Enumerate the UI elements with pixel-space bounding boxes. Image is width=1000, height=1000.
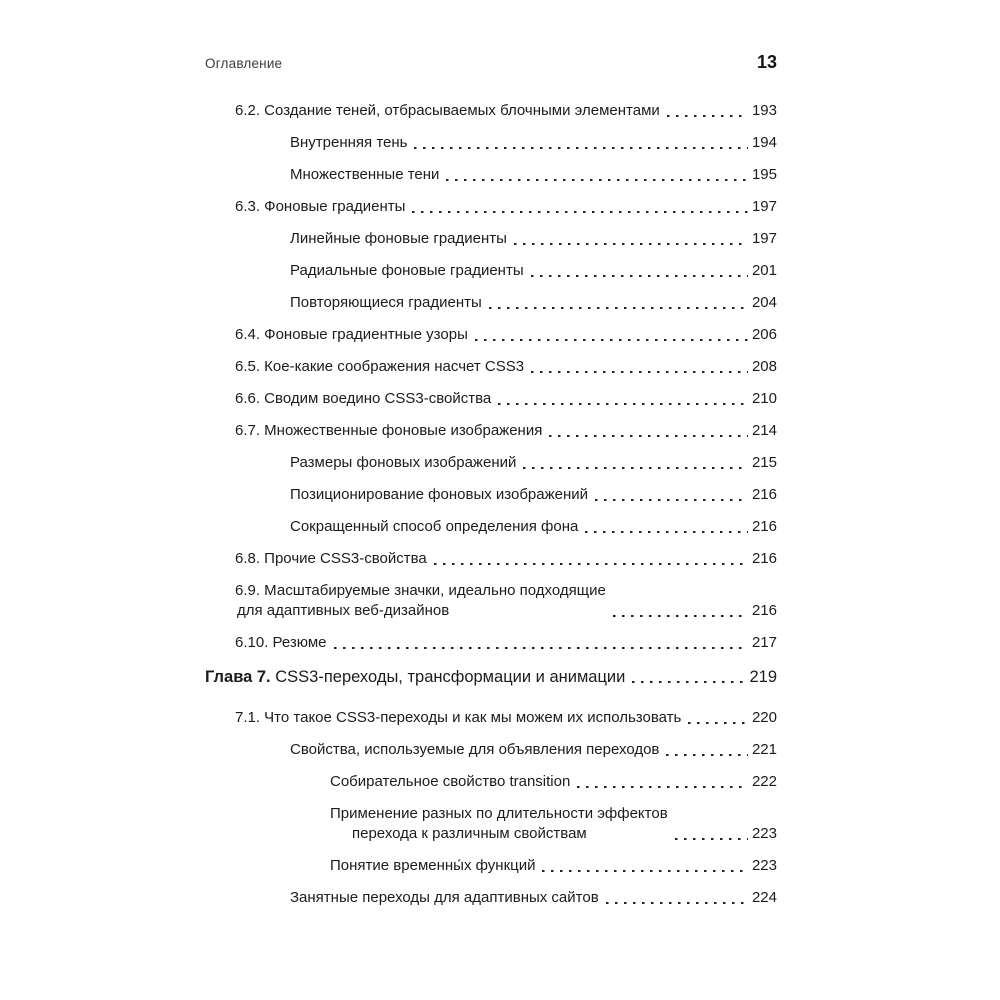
- toc-entry-title: [235, 421, 542, 441]
- dot-leader: [688, 722, 748, 724]
- toc-entry: [205, 133, 777, 153]
- toc-entry-page: 210: [751, 390, 777, 407]
- toc-entry-text: Размеры фоновых изображений: [290, 454, 517, 471]
- toc-entry-title: [235, 633, 327, 653]
- toc-entry: [205, 229, 777, 249]
- toc-entry-title: [205, 667, 625, 687]
- toc-entry-page: 197: [751, 198, 777, 215]
- toc-entry: [205, 453, 777, 473]
- toc-entry: [205, 293, 777, 313]
- toc-entry: [205, 633, 777, 653]
- running-title: Оглавление: [205, 56, 283, 71]
- toc-entry-title: [290, 293, 482, 313]
- toc-list: [205, 101, 777, 908]
- document-page: [205, 52, 777, 920]
- toc-entry-text: Внутренняя тень: [290, 134, 408, 151]
- dot-leader: [414, 147, 748, 149]
- toc-entry-page: 222: [751, 773, 777, 790]
- toc-entry-text: Повторяющиеся градиенты: [290, 294, 482, 311]
- dot-leader: [434, 563, 748, 565]
- toc-entry-page: 216: [751, 486, 777, 503]
- toc-entry: [205, 197, 777, 217]
- dot-leader: [334, 647, 748, 649]
- toc-entry-text: 6.5. Кое-какие соображения насчет CSS3: [235, 358, 525, 375]
- toc-entry-text: 6.4. Фоновые градиентные узоры: [235, 326, 468, 343]
- toc-entry-page: 219: [749, 668, 777, 686]
- toc-entry: [205, 517, 777, 537]
- dot-leader: [542, 870, 747, 872]
- toc-entry: [205, 888, 777, 908]
- toc-entry-page: 201: [751, 262, 777, 279]
- toc-entry-title: [235, 325, 468, 345]
- toc-entry: [205, 740, 777, 760]
- toc-entry-text: Радиальные фоновые градиенты: [290, 262, 524, 279]
- toc-entry-text: Свойства, используемые для объявления переходов: [290, 741, 660, 758]
- toc-entry-text: 6.10. Резюме: [235, 634, 327, 651]
- toc-entry-text: 6.6. Сводим воедино CSS3-свойства: [235, 390, 492, 407]
- dot-leader: [549, 435, 748, 437]
- toc-entry-text: перехода к различным свойствам: [352, 825, 587, 842]
- toc-entry-text: 6.8. Прочие CSS3-свойства: [235, 550, 427, 567]
- toc-entry-title: [290, 740, 659, 760]
- dot-leader: [595, 499, 748, 501]
- toc-entry-page: 223: [751, 825, 777, 842]
- toc-entry: [205, 708, 777, 728]
- toc-entry-text: 6.2. Создание теней, отбрасываемых блочными элементами: [235, 102, 660, 119]
- toc-entry-page: 221: [751, 741, 777, 758]
- toc-entry: [205, 421, 777, 441]
- toc-entry-text: Сокращенный способ определения фона: [290, 518, 579, 535]
- toc-entry-page: 217: [751, 634, 777, 651]
- toc-entry-text: Применение разных по длительности эффектов: [330, 805, 668, 822]
- toc-entry-text: для адаптивных веб-дизайнов: [237, 602, 450, 619]
- toc-entry: [205, 856, 777, 876]
- toc-entry-text: Множественные тени: [290, 166, 440, 183]
- toc-entry-title: [290, 229, 507, 249]
- toc-entry: [205, 101, 777, 121]
- toc-entry: [205, 581, 777, 621]
- toc-entry-title: [235, 708, 681, 728]
- toc-chapter-entry: [205, 667, 777, 687]
- dot-leader: [666, 754, 748, 756]
- toc-entry-text: 6.9. Масштабируемые значки, идеально подходящие: [235, 582, 606, 599]
- dot-leader: [585, 531, 748, 533]
- dot-leader: [498, 403, 748, 405]
- dot-leader: [523, 467, 748, 469]
- toc-entry: [205, 357, 777, 377]
- toc-entry-title: [235, 581, 606, 621]
- dot-leader: [675, 838, 748, 840]
- toc-entry-title: [235, 101, 660, 121]
- dot-leader: [667, 115, 748, 117]
- toc-entry-page: 204: [751, 294, 777, 311]
- toc-entry-title: [235, 389, 491, 409]
- dot-leader: [632, 681, 745, 683]
- toc-entry-text: Понятие временны́х функций: [330, 857, 536, 874]
- toc-entry-page: 216: [751, 550, 777, 567]
- toc-entry-page: 215: [751, 454, 777, 471]
- toc-entry-text: Позиционирование фоновых изображений: [290, 486, 589, 503]
- toc-entry-text: CSS3-переходы, трансформации и анимации: [275, 668, 626, 686]
- toc-entry-page: 197: [751, 230, 777, 247]
- toc-entry-title: [330, 772, 570, 792]
- toc-entry-page: 224: [751, 889, 777, 906]
- toc-entry-title: [290, 485, 588, 505]
- dot-leader: [514, 243, 748, 245]
- toc-entry-page: 220: [751, 709, 777, 726]
- toc-entry-title: [290, 888, 599, 908]
- toc-entry-title: [290, 165, 439, 185]
- page-number: 13: [756, 52, 777, 72]
- toc-entry-text: 6.3. Фоновые градиенты: [235, 198, 406, 215]
- toc-entry-title: [290, 517, 578, 537]
- toc-entry: [205, 772, 777, 792]
- toc-entry-page: 216: [751, 518, 777, 535]
- dot-leader: [412, 211, 748, 213]
- toc-entry: [205, 325, 777, 345]
- toc-entry-title: [290, 453, 516, 473]
- toc-entry-page: 223: [751, 857, 777, 874]
- toc-entry-title: [290, 261, 524, 281]
- toc-entry-text: Линейные фоновые градиенты: [290, 230, 507, 247]
- toc-entry-page: 216: [751, 602, 777, 619]
- toc-entry-page: 206: [751, 326, 777, 343]
- toc-entry-text: Собирательное свойство transition: [330, 773, 571, 790]
- toc-entry-text: Занятные переходы для адаптивных сайтов: [290, 889, 599, 906]
- toc-entry: [205, 549, 777, 569]
- dot-leader: [446, 179, 748, 181]
- toc-entry: [205, 261, 777, 281]
- dot-leader: [606, 902, 748, 904]
- toc-entry-title: [330, 804, 668, 844]
- toc-entry-text: 7.1. Что такое CSS3-переходы и как мы можем их использовать: [235, 709, 682, 726]
- dot-leader: [613, 615, 748, 617]
- toc-entry: [205, 485, 777, 505]
- page-header: [205, 52, 777, 73]
- toc-entry-title: [290, 133, 407, 153]
- toc-entry: [205, 804, 777, 844]
- toc-entry-title: [330, 856, 535, 876]
- dot-leader: [531, 371, 748, 373]
- chapter-label: Глава 7.: [205, 668, 276, 686]
- toc-entry-page: 194: [751, 134, 777, 151]
- toc-entry: [205, 389, 777, 409]
- toc-entry-title: [235, 197, 405, 217]
- toc-entry-page: 214: [751, 422, 777, 439]
- toc-entry: [205, 165, 777, 185]
- toc-entry-title: [235, 357, 524, 377]
- dot-leader: [531, 275, 748, 277]
- toc-entry-page: 208: [751, 358, 777, 375]
- dot-leader: [577, 786, 748, 788]
- toc-entry-text: 6.7. Множественные фоновые изображения: [235, 422, 543, 439]
- toc-entry-page: 193: [751, 102, 777, 119]
- dot-leader: [489, 307, 748, 309]
- toc-entry-page: 195: [751, 166, 777, 183]
- toc-entry-title: [235, 549, 427, 569]
- dot-leader: [475, 339, 748, 341]
